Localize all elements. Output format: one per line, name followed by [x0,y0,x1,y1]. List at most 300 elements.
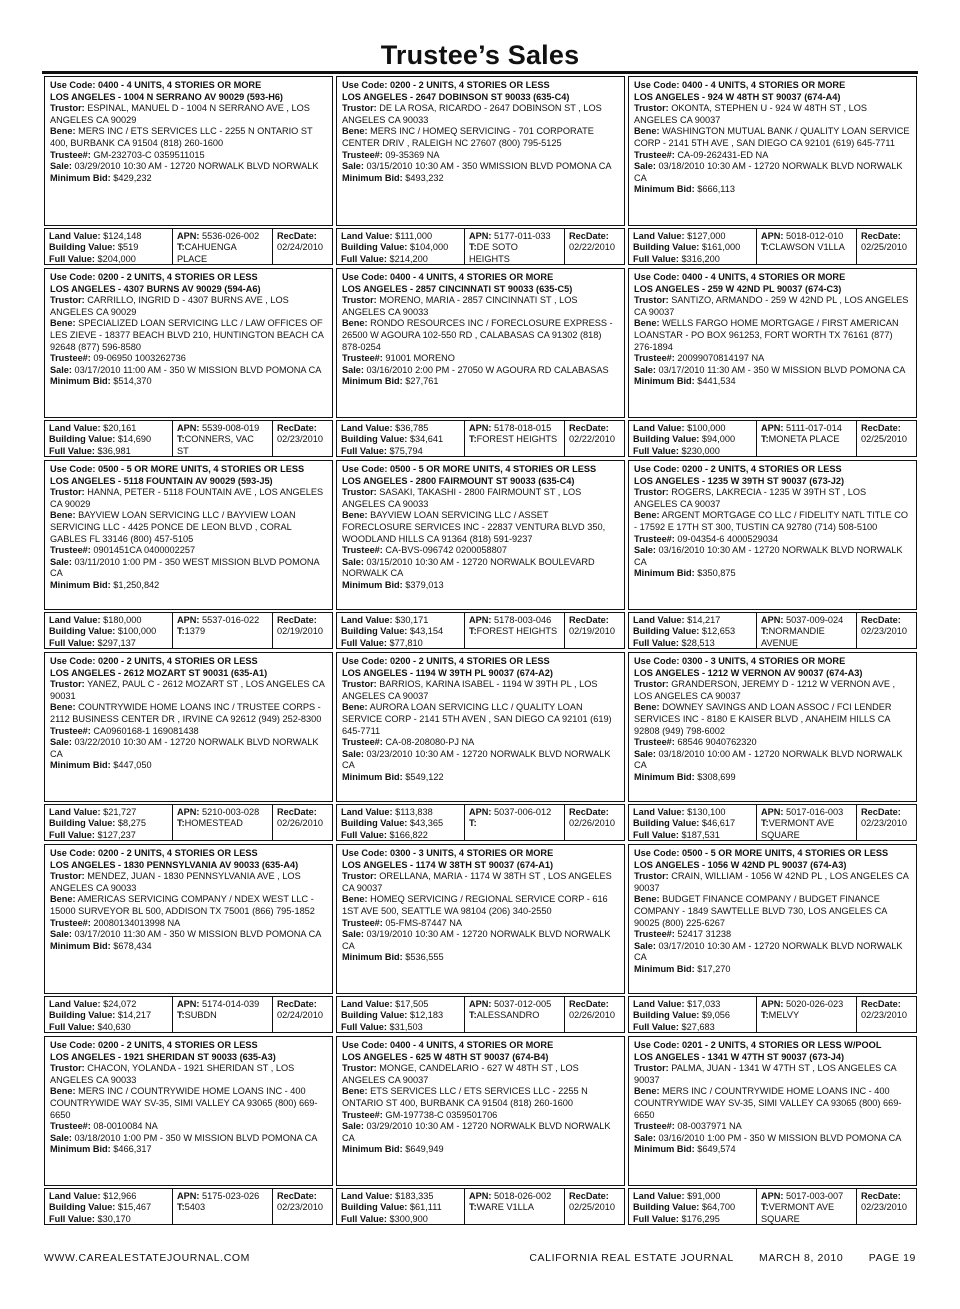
trustor-label: Trustor: [342,487,377,498]
recording-info [856,1189,916,1224]
full-value: $28,513 [681,637,715,648]
bene-value: ARGENT MORTGAGE CO LLC / FIDELITY NATL TITLE CO - 17592 E 17TH ST 300, TUSTIN CA 92780 (714) 508-5100 [634,510,908,532]
building-value: $46,617 [701,818,736,829]
land-value: $183,335 [395,1191,434,1201]
listing-cell [336,844,625,1033]
tract-value: MELVY [768,1010,800,1021]
recdate-value: 02/23/2010 [861,1010,907,1021]
valuation-amounts [629,1189,756,1224]
valuation-amounts [629,229,756,264]
min-bid-value: $447,050 [113,760,152,771]
use-code: Use Code: 0500 - 5 OR MORE UNITS, 4 STORIES OR LESS [634,848,889,858]
building-value: $14,217 [117,1010,152,1021]
sale-value: 03/15/2010 10:30 AM - 350 WMISSION BLVD POMONA CA [366,161,612,172]
parcel-info [464,997,564,1032]
trustor-value: MENDEZ, JUAN - 1830 PENNSYLVANIA AVE , LOS ANGELES CA 90033 [50,871,301,893]
min-bid-label: Minimum Bid: [634,771,695,782]
apn-label: APN: [177,1191,200,1201]
property-address: LOS ANGELES - 2800 FAIRMOUNT ST 90033 (635-C4) [342,475,575,486]
parcel-info [756,997,856,1032]
listing-cell [336,268,625,457]
building-value-label: Building Value: [633,242,700,253]
land-value: $36,785 [395,423,429,433]
recdate-label: RecDate: [569,615,609,625]
land-value-label: Land Value: [49,423,101,433]
min-bid-label: Minimum Bid: [342,579,403,590]
trustor-label: Trustor: [50,295,85,306]
land-value: $30,171 [395,615,429,625]
listing-cell [336,76,625,265]
listing-record [44,844,333,994]
parcel-info [464,805,564,840]
trustee-value: 20080134013998 NA [93,917,181,928]
sale-value: 03/17/2010 11:00 AM - 350 W MISSION BLVD POMONA CA [74,364,322,375]
sale-label: Sale: [634,545,656,556]
trustor-value: CARRILLO, INGRID D - 4307 BURNS AVE , LOS ANGELES CA 90029 [50,295,289,317]
full-value: $31,503 [389,1021,423,1032]
valuation-table [336,804,625,841]
use-code: Use Code: 0200 - 2 UNITS, 4 STORIES OR LESS [634,464,842,474]
full-value: $127,237 [97,829,136,840]
recording-info [564,805,624,840]
valuation-amounts [45,805,172,840]
tract-value: 1379 [184,626,206,637]
sale-label: Sale: [634,748,656,759]
land-value-label: Land Value: [49,615,101,625]
bene-label: Bene: [342,1086,368,1097]
trustor-label: Trustor: [342,871,377,882]
apn-label: APN: [469,231,492,241]
valuation-amounts [629,805,756,840]
apn-label: APN: [469,807,492,817]
trustor-value: YANEZ, PAUL C - 2612 MOZART ST , LOS ANGELES CA 90031 [50,679,325,701]
valuation-amounts [337,805,464,840]
recording-info [856,421,916,456]
parcel-info [464,229,564,264]
building-value-label: Building Value: [341,242,408,253]
trustee-label: Trustee#: [634,737,675,748]
apn-value: 5018-026-002 [494,1191,552,1201]
footer-publication: CALIFORNIA REAL ESTATE JOURNAL [529,1252,734,1264]
tract-value: MONETA PLACE [768,434,840,445]
recdate-label: RecDate: [861,615,901,625]
bene-label: Bene: [634,1086,660,1097]
recdate-label: RecDate: [861,999,901,1009]
tract-value: CLAWSON V1LLA [768,242,845,253]
footer-info [507,1252,916,1264]
land-value-label: Land Value: [49,807,101,817]
trustor-label: Trustor: [50,1063,85,1074]
land-value: $21,727 [103,807,137,817]
trustee-label: Trustee#: [634,1121,675,1132]
bene-label: Bene: [634,510,660,521]
recdate-label: RecDate: [861,807,901,817]
use-code: Use Code: 0200 - 2 UNITS, 4 STORIES OR LESS [50,272,258,282]
use-code: Use Code: 0500 - 5 OR MORE UNITS, 4 STORIES OR LESS [342,464,597,474]
sale-label: Sale: [50,737,72,748]
building-value-label: Building Value: [633,818,700,829]
listing-cell [44,1036,333,1225]
bene-value: HOMEQ SERVICING / REGIONAL SERVICE CORP - 616 1ST AVE 500, SEATTLE WA 98104 (206) 340-2550 [342,894,608,916]
apn-label: APN: [761,231,784,241]
use-code: Use Code: 0200 - 2 UNITS, 4 STORIES OR LESS [50,848,258,858]
use-code: Use Code: 0500 - 5 OR MORE UNITS, 4 STORIES OR LESS [50,464,305,474]
sale-value: 03/17/2010 11:30 AM - 350 W MISSION BLVD POMONA CA [74,929,322,940]
full-value-label: Full Value: [341,829,387,840]
apn-label: APN: [761,999,784,1009]
trustee-label: Trustee#: [634,533,675,544]
sale-value: 03/29/2010 10:30 AM - 12720 NORWALK BLVD NORWALK CA [342,1121,611,1143]
property-address: LOS ANGELES - 259 W 42ND PL 90037 (674-C3) [634,283,842,294]
bene-label: Bene: [634,318,660,329]
min-bid-label: Minimum Bid: [50,172,111,183]
full-value: $77,810 [389,637,423,648]
property-address: LOS ANGELES - 2612 MOZART ST 90031 (635-A1) [50,667,268,678]
land-value: $24,072 [103,999,137,1009]
tract-value: DE SOTO HEIGHTS [469,242,518,264]
valuation-table [44,996,333,1033]
use-code: Use Code: 0300 - 3 UNITS, 4 STORIES OR MORE [342,848,554,858]
land-value-label: Land Value: [341,807,393,817]
land-value-label: Land Value: [633,423,685,433]
listing-record [44,652,333,802]
recdate-value: 02/24/2010 [277,1010,323,1021]
trustor-value: SASAKI, TAKASHI - 2800 FAIRMOUNT ST , LOS ANGELES CA 90033 [342,487,582,509]
sale-value: 03/16/2010 10:30 AM - 12720 NORWALK BLVD NORWALK CA [634,545,903,567]
apn-value: 5175-023-026 [202,1191,260,1201]
tract-label: T: [177,1202,185,1213]
building-value-label: Building Value: [49,818,116,829]
min-bid-label: Minimum Bid: [342,172,403,183]
listing-record [628,460,917,610]
apn-label: APN: [761,807,784,817]
bene-label: Bene: [50,510,76,521]
min-bid-label: Minimum Bid: [342,1144,403,1155]
property-address: LOS ANGELES - 1921 SHERIDAN ST 90033 (635-A3) [50,1051,276,1062]
full-value-label: Full Value: [341,1213,387,1224]
listing-record [628,844,917,994]
tract-label: T: [469,434,477,445]
valuation-table [44,804,333,841]
trustee-value: 05-FMS-87447 NA [385,917,463,928]
trustee-label: Trustee#: [50,725,91,736]
apn-value: 5017-016-003 [786,807,844,817]
trustee-value: 0901451CA 0400002257 [93,545,196,556]
sale-value: 03/11/2010 1:00 PM - 350 WEST MISSION BLVD POMONA CA [50,556,320,579]
land-value: $130,100 [687,807,726,817]
apn-value: 5178-018-015 [494,423,552,433]
property-address: LOS ANGELES - 2857 CINCINNATI ST 90033 (635-C5) [342,283,573,294]
land-value: $111,000 [395,231,433,241]
trustor-value: ORELLANA, MARIA - 1174 W 38TH ST , LOS ANGELES CA 90037 [342,871,612,893]
listing-record [336,652,625,802]
trustee-value: CA0960168-1 169081438 [93,725,199,736]
tract-label: T: [761,242,769,253]
apn-label: APN: [469,1191,492,1201]
recdate-label: RecDate: [277,423,317,433]
apn-value: 5111-017-014 [786,423,842,433]
valuation-table [628,612,917,649]
bene-value: MERS INC / COUNTRYWIDE HOME LOANS INC - 400 COUNTRYWIDE WAY SV-35, SIMI VALLEY CA 93065 (800) 669-6650 [634,1086,902,1120]
trustee-value: CA-08-208080-PJ NA [385,737,475,748]
tract-label: T: [761,818,769,829]
trustee-value: 20099070814197 NA [677,353,765,364]
bene-value: MERS INC / COUNTRYWIDE HOME LOANS INC - 400 COUNTRYWIDE WAY SV-35, SIMI VALLEY CA 93065 (800) 669-6650 [50,1086,318,1120]
bene-label: Bene: [634,126,660,137]
sale-value: 03/15/2010 10:30 AM - 12720 NORWALK BOULEVARD NORWALK CA [342,556,595,579]
min-bid-label: Minimum Bid: [50,760,111,771]
listing-cell [628,76,917,265]
trustee-value: CA-09-262431-ED NA [677,149,769,160]
min-bid-value: $1,250,842 [113,579,160,590]
sale-label: Sale: [634,940,656,951]
min-bid-value: $649,574 [697,1144,736,1155]
property-address: LOS ANGELES - 1341 W 47TH ST 90037 (673-J4) [634,1051,845,1062]
valuation-table [628,228,917,265]
listing-record [628,1036,917,1186]
recdate-value: 02/25/2010 [861,434,907,445]
use-code: Use Code: 0400 - 4 UNITS, 4 STORIES OR MORE [50,80,262,90]
land-value-label: Land Value: [49,1191,101,1201]
tract-value: VERMONT AVE SQUARE [761,818,835,840]
land-value: $17,033 [687,999,721,1009]
valuation-table [628,420,917,457]
apn-value: 5037-012-005 [494,999,552,1009]
sale-value: 03/17/2010 11:30 AM - 350 W MISSION BLVD POMONA CA [658,364,906,375]
listing-cell [628,652,917,841]
property-address: LOS ANGELES - 1056 W 42ND PL 90037 (674-A3) [634,859,847,870]
land-value-label: Land Value: [633,999,685,1009]
trustor-value: MONGE, CANDELARIO - 627 W 48TH ST , LOS ANGELES CA 90037 [342,1063,579,1085]
recording-info [272,421,332,456]
parcel-info [172,1189,272,1224]
min-bid-value: $678,434 [113,940,152,951]
tract-value: FOREST HEIGHTS [476,434,558,445]
valuation-table [336,1188,625,1225]
recdate-value: 02/24/2010 [277,242,323,253]
min-bid-value: $514,370 [113,376,152,387]
tract-label: T: [177,434,185,445]
min-bid-label: Minimum Bid: [50,579,111,590]
land-value: $180,000 [103,615,142,625]
recdate-value: 02/19/2010 [569,626,615,637]
land-value: $127,000 [687,231,726,241]
land-value-label: Land Value: [341,423,393,433]
tract-label: T: [469,626,477,637]
bene-value: MERS INC / ETS SERVICES LLC - 2255 N ONTARIO ST 400, BURBANK CA 91504 (818) 260-1600 [50,126,313,148]
apn-value: 5537-016-022 [202,615,260,625]
min-bid-label: Minimum Bid: [634,1144,695,1155]
valuation-amounts [45,997,172,1032]
full-value: $30,170 [97,1213,131,1224]
valuation-amounts [337,421,464,456]
bene-value: DOWNEY SAVINGS AND LOAN ASSOC / FCI LENDER SERVICES INC - 8180 E KAISER BLVD , ANAHEIM HILLS CA 92808 (949) 798-6002 [634,702,892,736]
land-value-label: Land Value: [49,231,101,241]
bene-label: Bene: [342,318,368,329]
land-value: $12,966 [103,1191,137,1201]
trustee-label: Trustee#: [342,545,383,556]
trustee-value: 09-04354-6 4000529034 [677,533,779,544]
full-value-label: Full Value: [633,829,679,840]
valuation-amounts [45,229,172,264]
use-code: Use Code: 0300 - 3 UNITS, 4 STORIES OR MORE [634,656,846,666]
bene-value: SPECIALIZED LOAN SERVICING LLC / LAW OFFICES OF LES ZIEVE - 18377 BEACH BLVD 210, HUNTINGTON BEACH CA 92648 (877) 596-8580 [50,318,324,352]
recdate-value: 02/19/2010 [277,626,323,637]
trustor-label: Trustor: [634,679,669,690]
valuation-table [336,420,625,457]
trustee-label: Trustee#: [50,917,91,928]
tract-label: T: [177,818,185,829]
land-value-label: Land Value: [341,231,393,241]
tract-label: T: [177,626,185,637]
sale-value: 03/29/2010 10:30 AM - 12720 NORWALK BLVD NORWALK [74,161,319,172]
parcel-info [464,613,564,648]
full-value-label: Full Value: [49,253,95,264]
land-value-label: Land Value: [633,231,685,241]
recdate-label: RecDate: [569,1191,609,1201]
listing-cell [44,76,333,265]
trustee-label: Trustee#: [50,1121,91,1132]
tract-label: T: [469,1202,477,1213]
building-value: $100,000 [117,626,157,637]
recdate-label: RecDate: [569,807,609,817]
property-address: LOS ANGELES - 1174 W 38TH ST 90037 (674-A1) [342,859,554,870]
footer-website[interactable]: WWW.CAREALESTATEJOURNAL.COM [44,1252,250,1264]
building-value: $15,467 [117,1202,152,1213]
trustee-label: Trustee#: [50,353,91,364]
full-value: $176,295 [681,1213,720,1224]
valuation-table [628,1188,917,1225]
listing-cell [628,268,917,457]
valuation-table [336,996,625,1033]
sale-label: Sale: [50,161,72,172]
footer-date: MARCH 8, 2010 [759,1252,844,1264]
valuation-amounts [45,421,172,456]
building-value: $43,154 [409,626,444,637]
building-value: $9,056 [701,1010,731,1021]
property-address: LOS ANGELES - 1212 W VERNON AV 90037 (674-A3) [634,667,863,678]
parcel-info [756,805,856,840]
bene-value: WASHINGTON MUTUAL BANK / QUALITY LOAN SERVICE CORP - 2141 5TH AVE , SAN DIEGO CA 92101 (619) 645-7711 [634,126,910,148]
building-value: $104,000 [409,242,449,253]
parcel-info [464,421,564,456]
land-value-label: Land Value: [633,1191,685,1201]
tract-value: SUBDN [184,1010,217,1021]
bene-label: Bene: [634,702,660,713]
trustor-value: BARRIOS, KARINA ISABEL - 1194 W 39TH PL , LOS ANGELES CA 90037 [342,679,598,701]
recording-info [272,613,332,648]
recording-info [564,613,624,648]
trustor-label: Trustor: [634,487,669,498]
land-value: $17,505 [395,999,429,1009]
apn-label: APN: [761,615,784,625]
trustor-label: Trustor: [50,871,85,882]
building-value: $161,000 [701,242,741,253]
trustee-label: Trustee#: [342,149,383,160]
apn-value: 5177-011-033 [494,231,551,241]
full-value: $230,000 [681,445,720,456]
recdate-value: 02/26/2010 [277,818,323,829]
apn-value: 5210-003-028 [202,807,260,817]
property-address: LOS ANGELES - 924 W 48TH ST 90037 (674-A4) [634,91,841,102]
min-bid-label: Minimum Bid: [634,184,695,195]
sale-label: Sale: [634,364,656,375]
min-bid-value: $429,232 [113,172,152,183]
bene-label: Bene: [50,1086,76,1097]
recdate-value: 02/23/2010 [861,818,907,829]
building-value-label: Building Value: [341,626,408,637]
bene-value: MERS INC / HOMEQ SERVICING - 701 CORPORATE CENTER DRIV , RALEIGH NC 27607 (800) 795-5125 [342,126,594,148]
full-value-label: Full Value: [49,637,95,648]
tract-label: T: [469,242,477,253]
bene-value: COUNTRYWIDE HOME LOANS INC / TRUSTEE CORPS - 2112 BUSINESS CENTER DR , IRVINE CA 92612 (949) 252-8300 [50,702,322,724]
trustee-value: 91001 MORENO [385,353,455,364]
sale-label: Sale: [50,556,72,567]
full-value-label: Full Value: [49,1213,95,1224]
bene-value: AMERICAS SERVICING COMPANY / NDEX WEST LLC - 15000 SURVEYOR BL 500, ADDISON TX 75001 (866) 795-1852 [50,894,315,916]
apn-value: 5539-008-019 [202,423,260,433]
tract-label: T: [761,1010,769,1021]
sale-label: Sale: [50,364,72,375]
valuation-table [44,612,333,649]
listing-record [336,460,625,610]
min-bid-label: Minimum Bid: [342,376,403,387]
land-value: $113,838 [395,807,433,817]
listing-record [336,1036,625,1186]
trustor-value: ROGERS, LAKRECIA - 1235 W 39TH ST , LOS ANGELES CA 90037 [634,487,867,509]
building-value-label: Building Value: [49,242,116,253]
building-value-label: Building Value: [633,1010,700,1021]
min-bid-value: $536,555 [405,952,444,963]
apn-value: 5178-003-046 [494,615,552,625]
min-bid-label: Minimum Bid: [634,963,695,974]
apn-value: 5037-009-024 [786,615,844,625]
land-value-label: Land Value: [49,999,101,1009]
full-value: $27,683 [681,1021,715,1032]
tract-label: T: [761,1202,769,1213]
land-value: $100,000 [687,423,726,433]
trustee-value: 08-0010084 NA [93,1121,158,1132]
apn-label: APN: [177,999,200,1009]
valuation-amounts [337,613,464,648]
valuation-amounts [629,421,756,456]
recording-info [272,1189,332,1224]
bene-label: Bene: [50,126,76,137]
apn-value: 5037-006-012 [494,807,552,817]
listing-cell [628,844,917,1033]
recording-info [272,805,332,840]
trustor-label: Trustor: [50,487,85,498]
listing-record [336,844,625,994]
recording-info [272,229,332,264]
tract-value: FOREST HEIGHTS [476,626,558,637]
tract-label: T: [469,1010,477,1021]
min-bid-value: $666,113 [697,184,735,195]
recdate-label: RecDate: [861,231,901,241]
recording-info [564,997,624,1032]
bene-value: BAYVIEW LOAN SERVICING LLC / ASSET FORECLOSURE SERVICES INC - 22837 VENTURA BLVD 350, WOODLAND HILLS CA 91364 (818) 591-9237 [342,510,606,544]
apn-label: APN: [761,1191,784,1201]
parcel-info [172,613,272,648]
trustee-value: 68546 9040762320 [677,737,757,748]
use-code: Use Code: 0200 - 2 UNITS, 4 STORIES OR LESS [50,1040,258,1050]
building-value: $64,700 [701,1202,736,1213]
sale-value: 03/22/2010 10:30 AM - 12720 NORWALK BLVD NORWALK CA [50,737,319,759]
listing-record [628,268,917,418]
recdate-label: RecDate: [861,1191,901,1201]
title-divider [42,71,918,74]
bene-label: Bene: [342,126,368,137]
